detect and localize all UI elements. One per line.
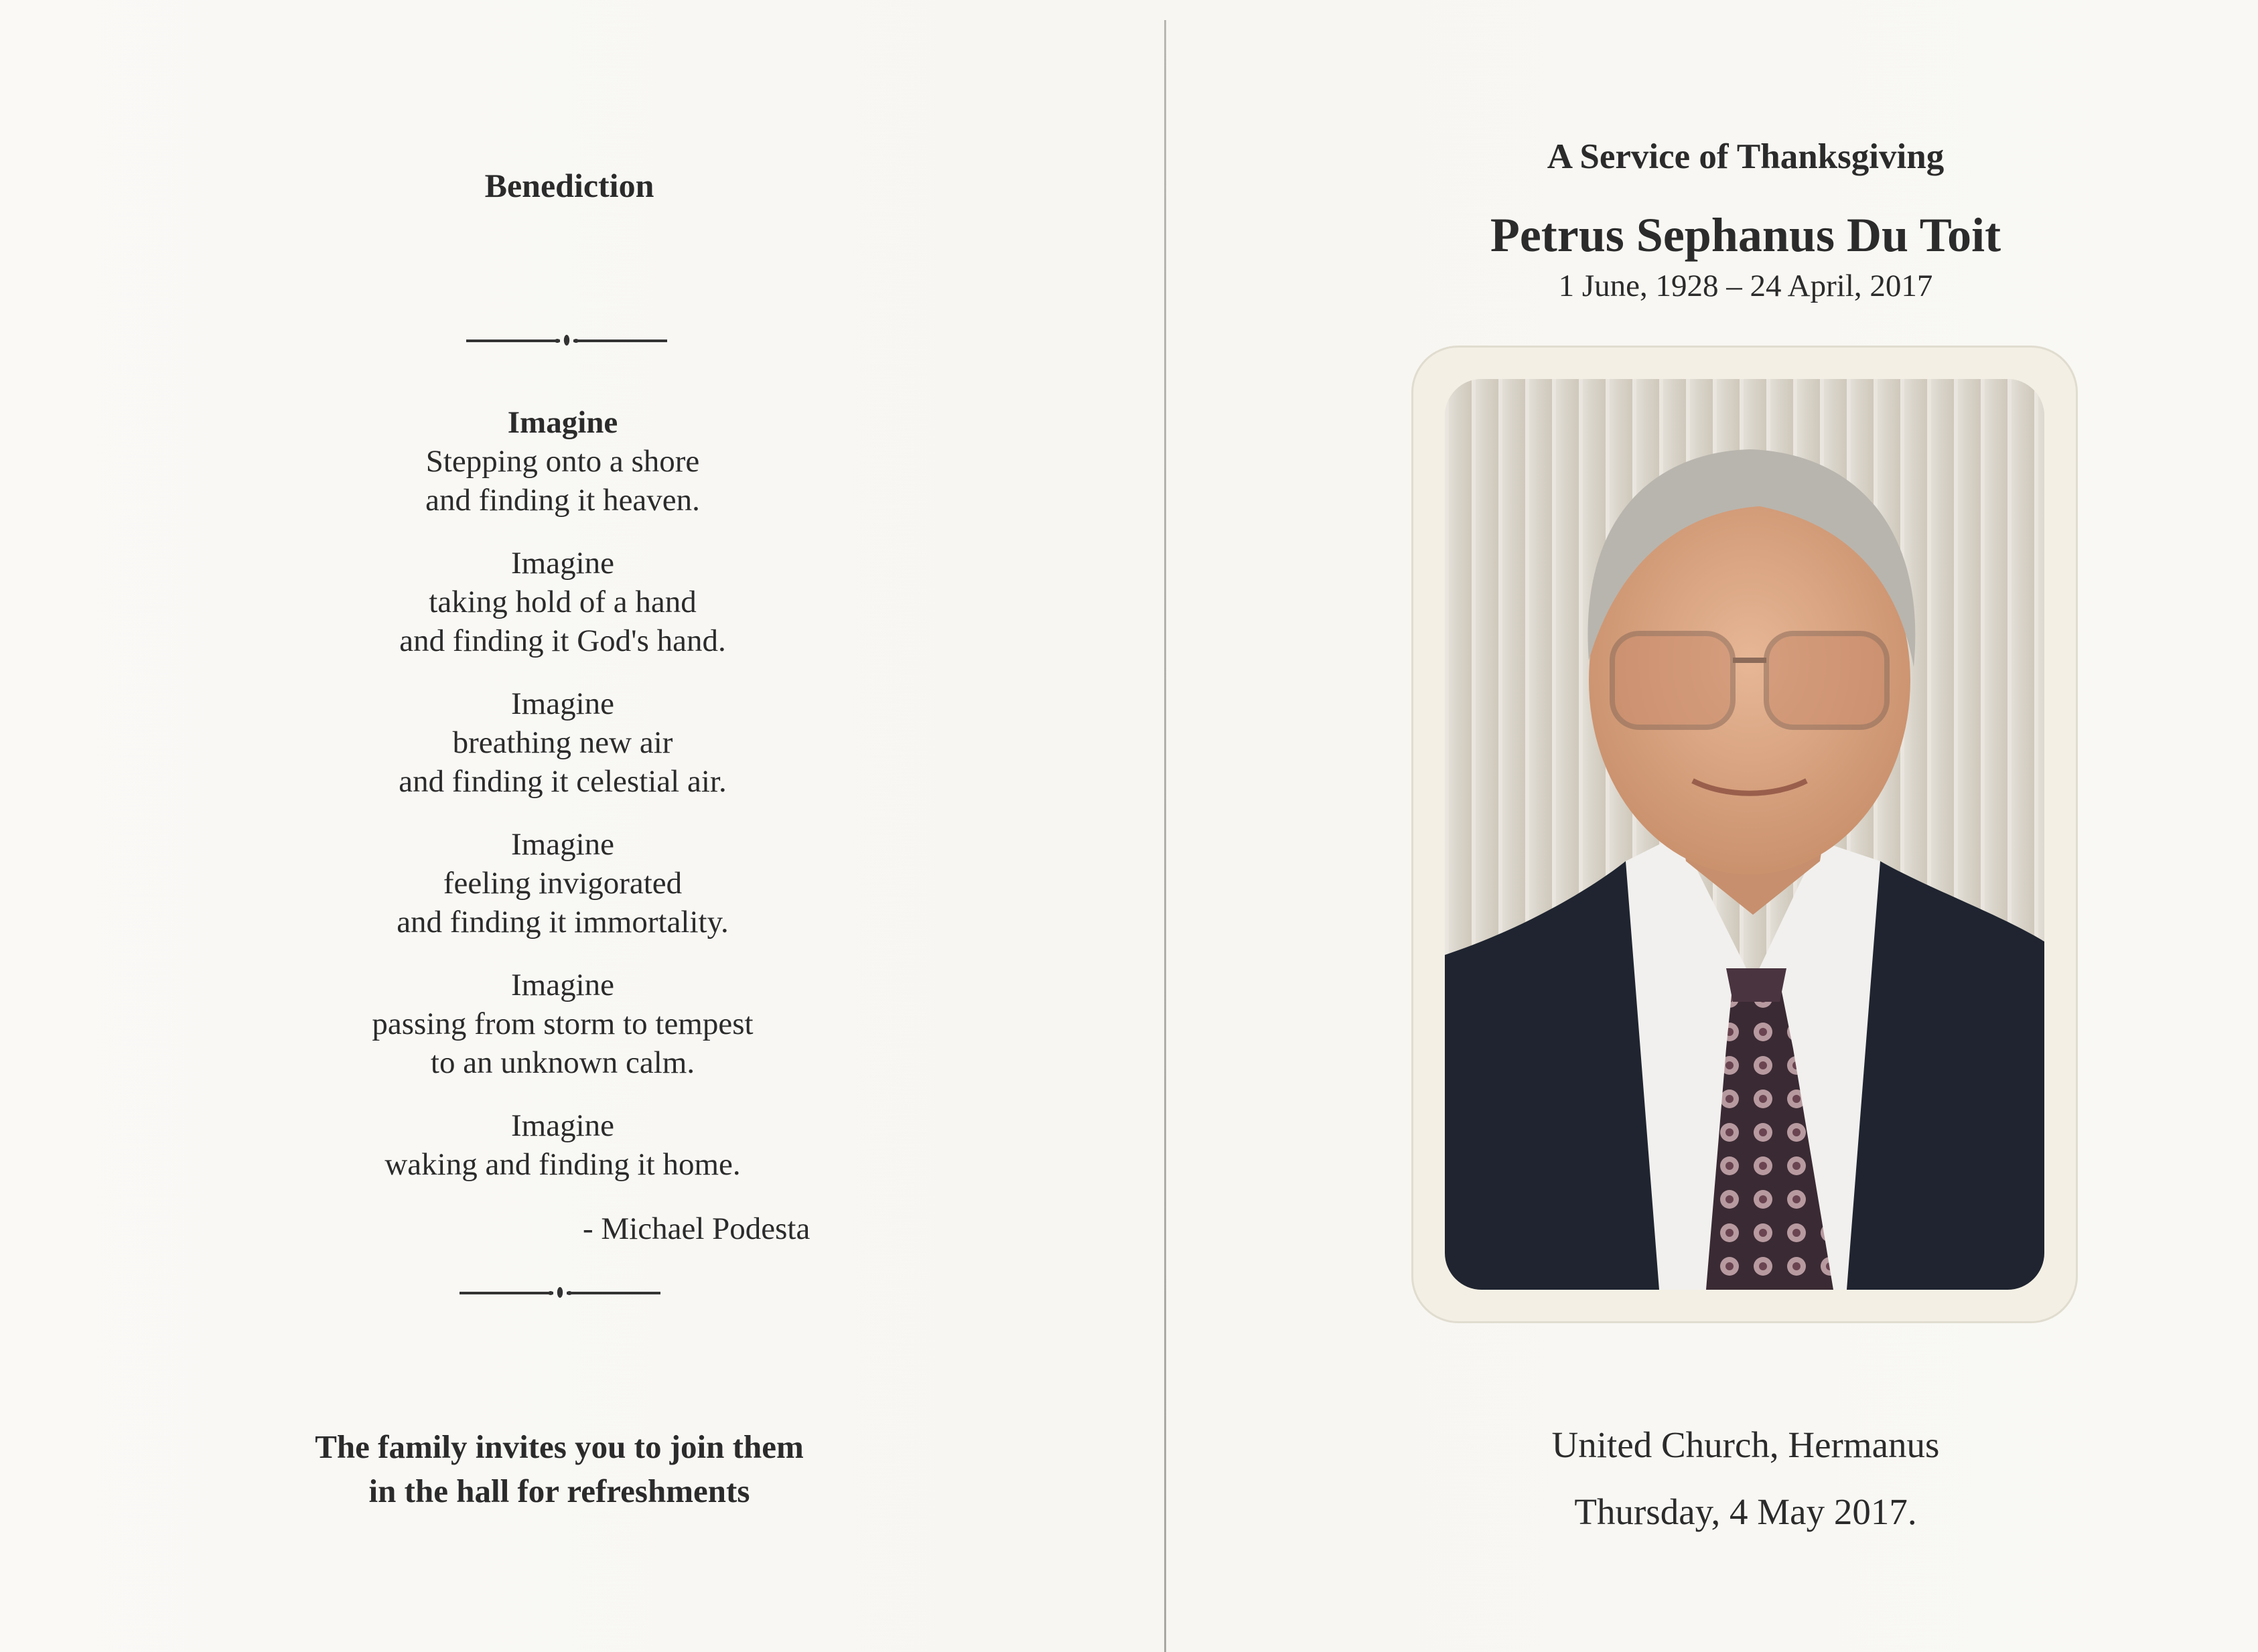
- poem-line: and finding it celestial air.: [399, 764, 727, 799]
- poem-stanza: [0, 1106, 1125, 1184]
- poem: [0, 403, 1125, 1208]
- poem-line: to an unknown calm.: [430, 1045, 695, 1080]
- service-date: Thursday, 4 May 2017.: [1574, 1491, 1917, 1532]
- deceased-name: Petrus Sephanus Du Toit: [1490, 208, 2001, 262]
- poem-line: passing from storm to tempest: [372, 1006, 754, 1041]
- poem-stanza: [0, 684, 1125, 801]
- ornament-divider-top: [466, 333, 667, 347]
- ornament-divider-bottom: [460, 1286, 660, 1299]
- poem-line: taking hold of a hand: [429, 585, 697, 619]
- refreshments-invitation: [0, 1425, 1119, 1513]
- benediction-heading: Benediction: [484, 167, 654, 204]
- poem-stanza: [0, 544, 1125, 660]
- poem-line: Imagine: [511, 968, 614, 1002]
- poem-line: and finding it immortality.: [397, 905, 729, 940]
- poem-line: Imagine: [511, 546, 614, 581]
- poem-line: and finding it heaven.: [425, 483, 700, 518]
- portrait-photo: [1445, 379, 2044, 1290]
- poem-line: Imagine: [511, 827, 614, 862]
- poem-line: waking and finding it home.: [384, 1147, 741, 1182]
- poem-author: - Michael Podesta: [583, 1211, 810, 1246]
- poem-line: and finding it God's hand.: [399, 623, 726, 658]
- service-location: United Church, Hermanus: [1551, 1424, 1940, 1465]
- service-title: A Service of Thanksgiving: [1547, 137, 1945, 176]
- poem-stanza: [0, 403, 1125, 520]
- invite-line-2: in the hall for refreshments: [368, 1473, 750, 1509]
- poem-line: breathing new air: [452, 725, 673, 760]
- life-dates: 1 June, 1928 – 24 April, 2017: [1558, 269, 1933, 303]
- poem-line: Imagine: [507, 405, 618, 440]
- poem-stanza: [0, 825, 1125, 942]
- invite-line-1: The family invites you to join them: [315, 1428, 804, 1465]
- poem-line: Imagine: [511, 686, 614, 721]
- poem-stanza: [0, 966, 1125, 1082]
- poem-line: Imagine: [511, 1108, 614, 1143]
- poem-line: Stepping onto a shore: [425, 444, 700, 479]
- poem-line: feeling invigorated: [443, 866, 683, 901]
